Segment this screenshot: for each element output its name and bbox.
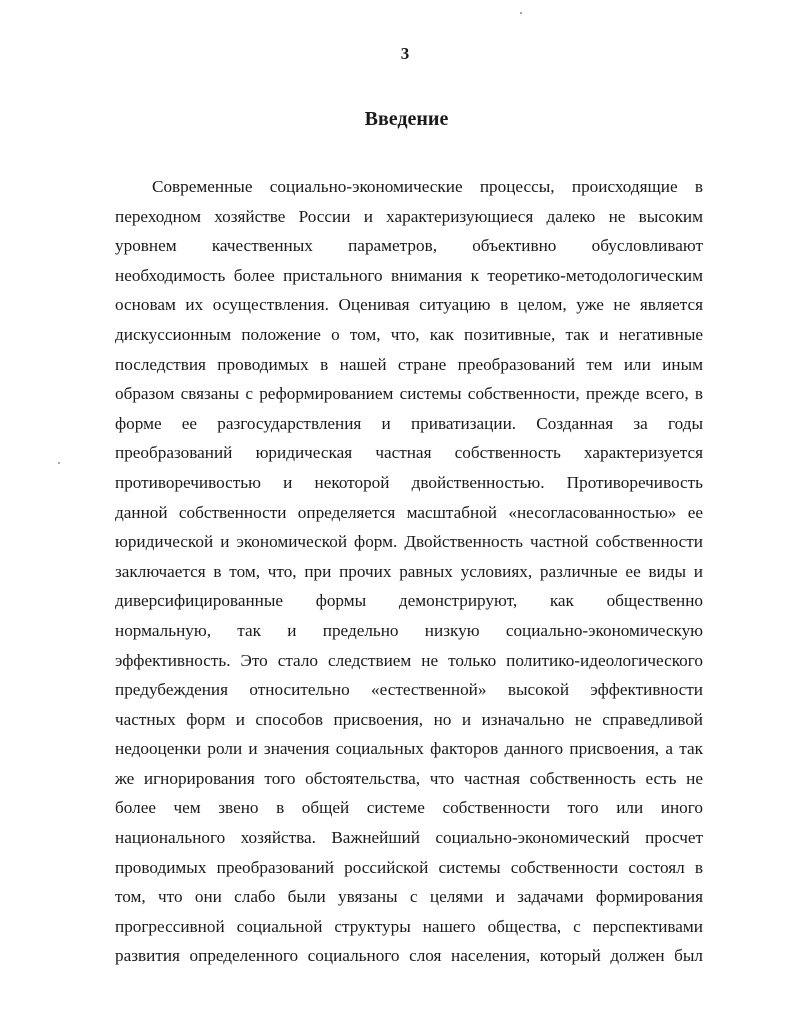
text-line: основам их осуществления. Оценивая ситуацию в целом, уже не является	[115, 295, 703, 315]
text-line: преобразований юридическая частная собственность характеризуется	[115, 443, 703, 463]
page-number: 3	[400, 44, 410, 63]
text-line: том, что они слабо были увязаны с целями и задачами формирования	[115, 887, 703, 907]
text-line: противоречивостью и некоторой двойственностью. Противоречивость	[115, 472, 703, 492]
text-line: последствия проводимых в нашей стране преобразований тем или иным	[115, 354, 703, 374]
text-line: частных форм и способов присвоения, но и изначально не справедливой	[115, 709, 703, 729]
text-line: данной собственности определяется масштабной «несогласованностью» ее	[115, 502, 703, 522]
text-line: предубеждения относительно «естественной» высокой эффективности	[115, 680, 703, 700]
text-line: же игнорирования того обстоятельства, что частная собственность есть не	[115, 768, 703, 788]
text-line: дискуссионным положение о том, что, как позитивные, так и негативные	[115, 324, 703, 344]
scan-speck	[520, 12, 522, 14]
text-line: прогрессивной социальной структуры нашего общества, с перспективами	[115, 916, 703, 936]
text-line: Современные социально-экономические процессы, происходящие в	[152, 177, 703, 196]
text-line: нормальную, так и предельно низкую социально-экономическую	[115, 620, 703, 640]
text-line: юридической и экономической форм. Двойственность частной собственности	[115, 532, 703, 552]
text-line: недооценки роли и значения социальных факторов данного присвоения, а так	[115, 739, 703, 759]
text-line: развития определенного социального слоя населения, который должен был	[115, 946, 703, 966]
text-line: уровнем качественных параметров, объективно обусловливают	[115, 236, 703, 256]
text-line: национального хозяйства. Важнейший социально-экономический просчет	[115, 828, 703, 848]
text-line: заключается в том, что, при прочих равных условиях, различные ее виды и	[115, 561, 703, 581]
text-line: переходном хозяйстве России и характеризующиеся далеко не высоким	[115, 206, 703, 226]
text-line: форме ее разгосударствления и приватизации. Созданная за годы	[115, 413, 703, 433]
text-line: проводимых преобразований российской системы собственности состоял в	[115, 857, 703, 877]
text-line: эффективность. Это стало следствием не только политико-идеологического	[115, 650, 703, 670]
scan-speck	[58, 462, 60, 464]
text-line: необходимость более пристального внимания к теоретико-методологическим	[115, 265, 703, 285]
text-line: более чем звено в общей системе собственности того или иного	[115, 798, 703, 818]
text-line: диверсифицированные формы демонстрируют, как общественно	[115, 591, 703, 611]
body-paragraph	[115, 172, 703, 971]
text-line: образом связаны с реформированием системы собственности, прежде всего, в	[115, 384, 703, 404]
section-heading: Введение	[364, 108, 449, 130]
